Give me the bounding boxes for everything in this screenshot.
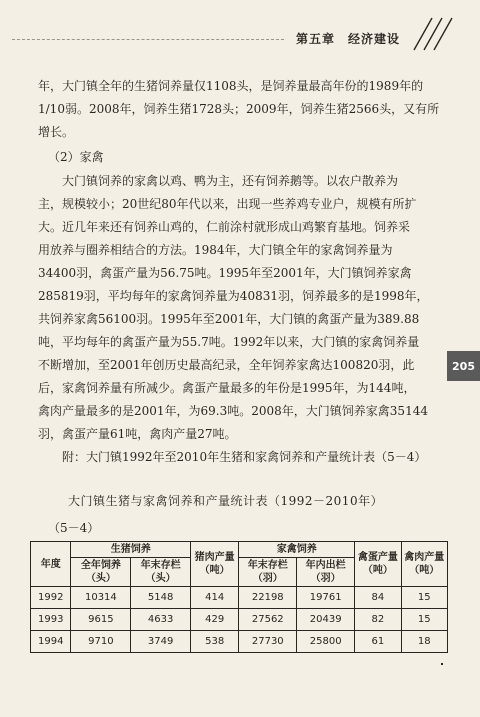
table-row (31, 609, 448, 631)
section-heading (38, 146, 446, 169)
cell: 19761 (297, 587, 355, 609)
cell: 84 (355, 587, 401, 609)
cell: 25800 (297, 631, 355, 653)
text-line: 大门镇饲养的家禽以鸡、鸭为主，还有饲养鹅等。以农户散养为 (62, 174, 399, 188)
col-group-pigs: 生猪饲养 (71, 542, 191, 558)
col-poultry-meat: 禽肉产量（吨） (401, 542, 447, 587)
cell: 9710 (71, 631, 131, 653)
col-eggs: 禽蛋产量（吨） (355, 542, 401, 587)
decorative-slashes (410, 14, 460, 54)
cell-year: 1993 (31, 609, 71, 631)
table-title: 大门镇生猪与家禽饲养和产量统计表（1992－2010年） (68, 494, 384, 508)
col-poultry-out: 年内出栏（羽） (297, 558, 355, 587)
text-line: 不断增加，至2001年创历史最高纪录，全年饲养家禽达100820羽，此 (38, 358, 415, 372)
text-line: 共饲养家禽56100羽。1995年至2001年，大门镇的禽蛋产量为389.88 (38, 312, 420, 326)
text-line: 后，家禽饲养量有所减少。禽蛋产量最多的年份是1995年，为144吨， (38, 381, 416, 395)
col-poultry-stock: 年末存栏（羽） (239, 558, 297, 587)
cell: 18 (401, 631, 447, 653)
col-pork: 猪肉产量（吨） (191, 542, 239, 587)
table-row (31, 587, 448, 609)
text-line: 主，规模较小；20世纪80年代以来，出现一些养鸡专业户，规模有所扩 (38, 197, 417, 211)
text-line: 羽，禽蛋产量61吨，禽肉产量27吨。 (38, 427, 237, 441)
col-pig-total: 全年饲养（头） (71, 558, 131, 587)
page-number-tab: 205 (447, 351, 480, 381)
cell: 15 (401, 587, 447, 609)
margin-dot (441, 663, 443, 665)
col-year: 年度 (31, 542, 71, 587)
text-line: 吨，平均每年的禽蛋产量为55.7吨。1992年以来，大门镇的家禽饲养量 (38, 335, 420, 349)
text-line: 1/10弱。2008年，饲养生猪1728头；2009年，饲养生猪2566头，又有所 (38, 102, 440, 116)
cell: 414 (191, 587, 239, 609)
cell: 10314 (71, 587, 131, 609)
cell: 538 (191, 631, 239, 653)
cell: 20439 (297, 609, 355, 631)
cell: 429 (191, 609, 239, 631)
table-row (31, 631, 448, 653)
header-rule (12, 39, 284, 41)
text-line: 285819羽，平均每年的家禽饲养量为40831羽，饲养最多的是1998年， (38, 289, 429, 303)
cell: 82 (355, 609, 401, 631)
text-line: 年，大门镇全年的生猪饲养量仅1108头，是饲养量最高年份的1989年的 (38, 79, 424, 93)
cell: 9615 (71, 609, 131, 631)
text-line: 增长。 (38, 125, 75, 139)
chapter-heading: 第五章 经济建设 (296, 32, 401, 46)
cell: 61 (355, 631, 401, 653)
col-group-poultry: 家禽饲养 (239, 542, 355, 558)
stats-table (30, 541, 448, 653)
poultry-heading: （2）家禽 (48, 150, 104, 164)
cell: 4633 (131, 609, 191, 631)
text-line: 用放养与圈养相结合的方法。1984年，大门镇全年的家禽饲养量为 (38, 243, 393, 257)
text-line: 34400羽，禽蛋产量为56.75吨。1995年至2001年，大门镇饲养家禽 (38, 266, 412, 280)
text-line: 大。近几年来还有饲养山鸡的，仁前涂村就形成山鸡繁育基地。饲养采 (38, 220, 411, 234)
text-line: 禽肉产量最多的是2001年，为69.3吨。2008年，大门镇饲养家禽35144 (38, 404, 428, 418)
cell-year: 1994 (31, 631, 71, 653)
paragraph-pigs (38, 75, 446, 144)
cell: 22198 (239, 587, 297, 609)
cell-year: 1992 (31, 587, 71, 609)
cell: 3749 (131, 631, 191, 653)
cell: 15 (401, 609, 447, 631)
table-number: （5－4） (48, 521, 100, 535)
paragraph-poultry (38, 170, 446, 469)
appendix-note: 附：大门镇1992年至2010年生猪和家禽饲养和产量统计表（5－4） (62, 450, 427, 464)
cell: 27730 (239, 631, 297, 653)
cell: 5148 (131, 587, 191, 609)
col-pig-stock: 年末存栏（头） (131, 558, 191, 587)
cell: 27562 (239, 609, 297, 631)
